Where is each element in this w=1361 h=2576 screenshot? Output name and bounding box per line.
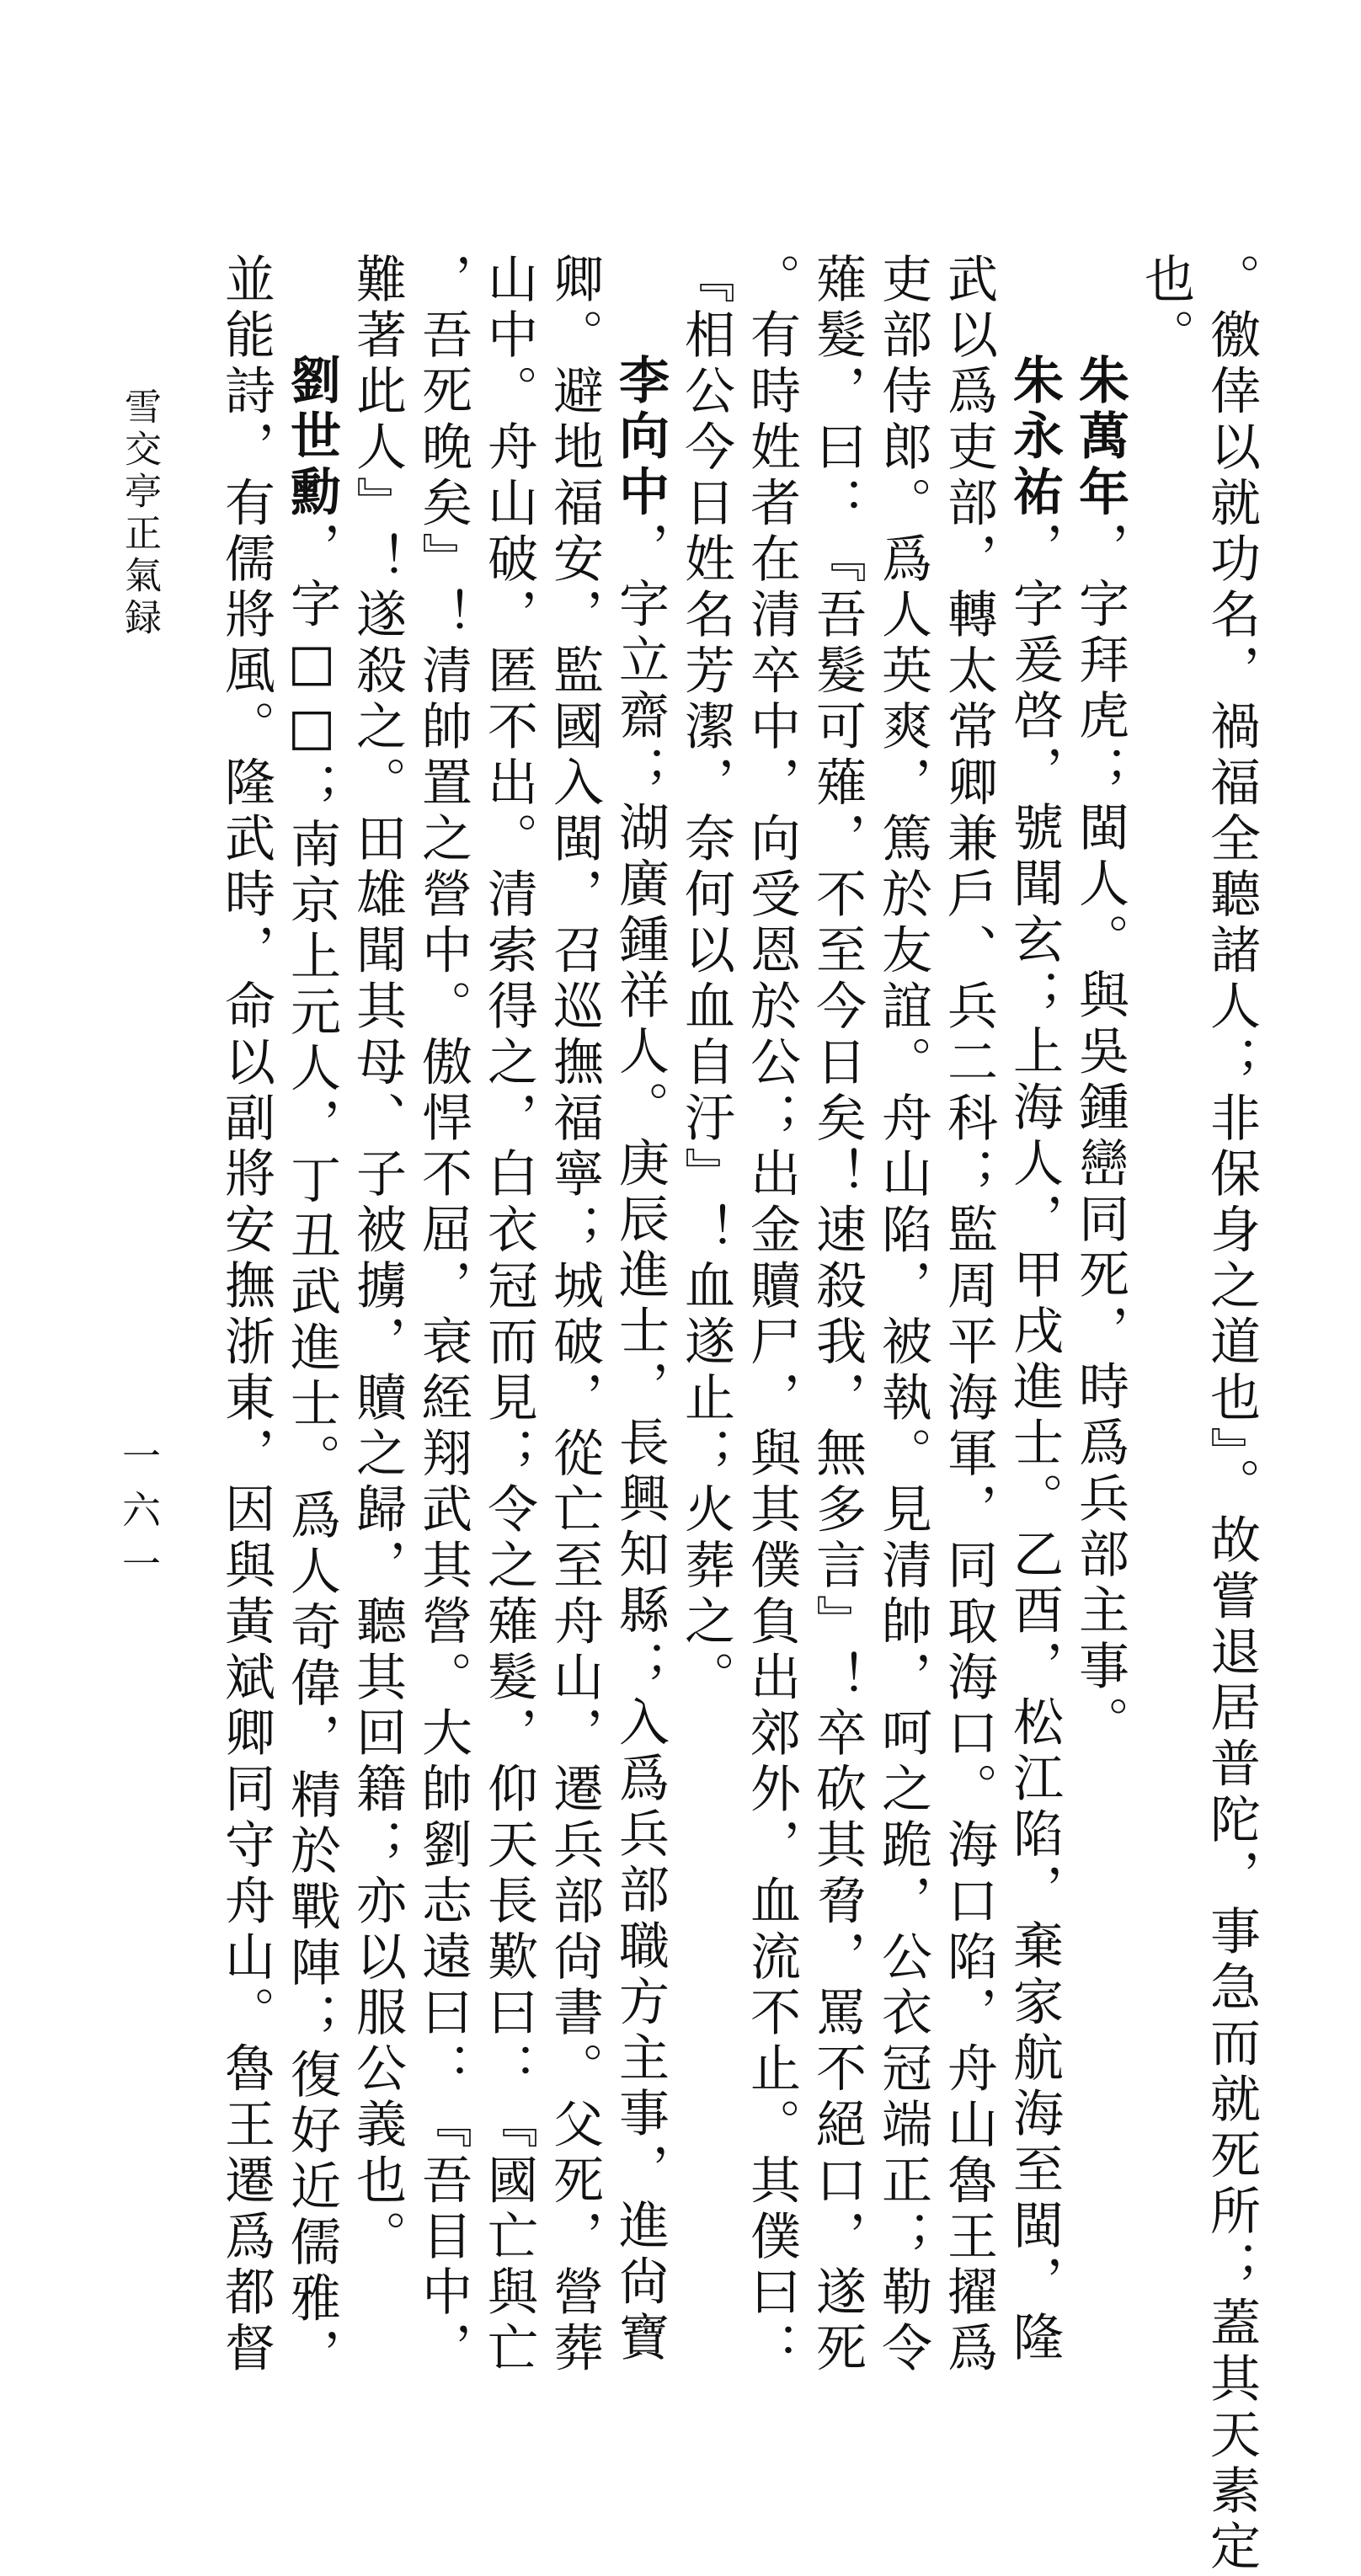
person-name: 朱萬年 [1070,354,1129,522]
text-segment: 『相公今日姓名芳潔，奈何以血自汙』！血遂止；火葬之。 [676,253,735,1707]
text-column [546,253,603,2377]
text-segment: 。徼倖以就功名，禍福全聽諸人；非保身之道也』。故嘗退居普陀，事急而就死所；蓋其天素定 [1202,253,1261,2576]
text-column [809,253,866,2377]
text-column [414,253,472,2377]
text-column [1006,253,1063,2366]
text-segment: 卿。避地福安，監國入閩，召巡撫福寧；城破，從亡至舟山，遷兵部尙書。父死，營葬 [545,253,604,2378]
text-segment: 吏部侍郎。爲人英爽，篤於友誼。舟山陷，被執。見清帥，呵之跪，公衣冠端正；勒令 [873,253,932,2378]
text-segment: 武以爲吏部，轉太常卿兼戶、兵二科；監周平海軍，同取海口。海口陷，舟山魯王擢爲 [939,253,998,2378]
text-column [349,253,406,2265]
text-segment: 難著此人』！遂殺之。田雄聞其母、子被擄，贖之歸，聽其回籍；亦以服公義也。 [348,253,407,2266]
text-segment: ，吾死晚矣』！清帥置之營中。傲悍不屈，衰絰翔武其營。大帥劉志遠曰：『吾目中， [414,253,472,2378]
text-column [1071,253,1129,1752]
vertical-text-body [81,253,1261,2576]
page-number: 一六一 [116,1436,162,1597]
text-segment: 山中。舟山破，匿不出。清索得之，白衣冠而見；令之薙髮，仰天長歎曰：『國亡與亡 [479,253,538,2378]
text-segment: ，字拜虎；閩人。與吳鍾巒同死，時爲兵部主事。 [1070,521,1129,1752]
person-name: 朱永祐 [1005,354,1064,522]
text-column [217,253,275,2377]
text-column [743,253,800,2377]
book-title: 雪交亭正氣録 [118,387,161,640]
text-segment: 。有時姓者在清卒中，向受恩於公；出金贖尸，與其僕負出郊外，血流不止。其僕曰： [742,253,801,2378]
person-name: 李向中 [611,354,670,522]
text-segment: ，字爰啓，號聞玄；上海人，甲戌進士。乙酉，松江陷，棄家航海至閩，隆 [1005,521,1064,2367]
text-column [940,253,997,2377]
text-column [1137,253,1194,365]
text-column [480,253,537,2377]
text-column [283,253,340,2383]
text-segment: 也。 [1136,253,1195,365]
text-segment: ，字□□；南京上元人，丁丑武進士。爲人奇偉，精於戰陣；復好近儒雅， [282,521,341,2384]
text-column [611,253,669,2366]
text-segment: 薙髮，曰：『吾髮可薙，不至今日矣！速殺我，無多言』！卒砍其脅，罵不絕口，遂死 [808,253,867,2378]
text-column [1203,253,1260,2576]
person-name: 劉世勳 [282,354,341,522]
text-segment: ，字立齋；湖廣鍾祥人。庚辰進士，長興知縣；入爲兵部職方主事，進尙寶 [611,521,670,2367]
text-column [874,253,931,2377]
text-segment: 並能詩，有儒將風。隆武時，命以副將安撫浙東，因與黃斌卿同守舟山。魯王遷爲都督 [216,253,275,2378]
text-column [677,253,734,1706]
